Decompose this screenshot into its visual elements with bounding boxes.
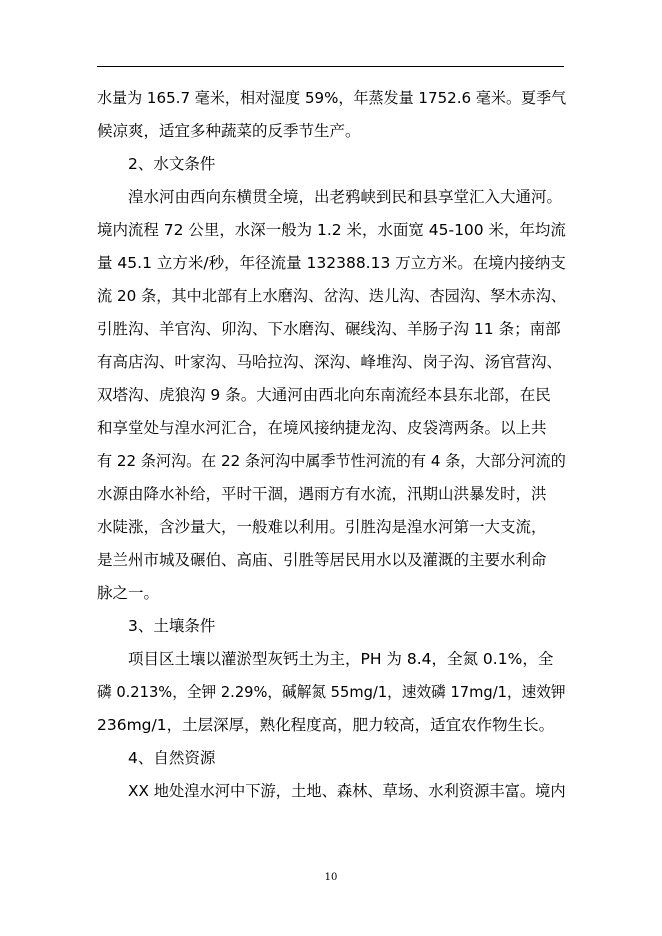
header-rule	[97, 66, 564, 67]
text-line-20: 236mg/1，土层深厚，熟化程度高，肥力较高，适宜农作物生长。	[97, 716, 555, 734]
text-line-6: 量 45.1 立方米/秒，年径流量 132388.13 万立方米。在境内接纳支	[97, 254, 566, 272]
page-number: 10	[324, 872, 338, 883]
text-line-15: 是兰州市城及碾伯、高庙、引胜等居民用水以及灌溉的主要水利命	[97, 551, 547, 569]
text-line-22: XX 地处湟水河中下游，土地、森林、草场、水利资源丰富。境内	[128, 782, 566, 800]
text-line-5: 境内流程 72 公里，水深一般为 1.2 米，水面宽 45-100 米，年均流	[97, 221, 566, 239]
text-line-19: 磷 0.213%，全钾 2.29%，碱解氮 55mg/1，速效磷 17mg/1，速效钾	[97, 683, 566, 701]
text-line-13: 水源由降水补给，平时干涸，遇雨方有水流，汛期山洪暴发时，洪	[97, 485, 547, 503]
text-line-7: 流 20 条，其中北部有上水磨沟、岔沟、迭儿沟、杏园沟、孥木赤沟、	[97, 287, 567, 305]
text-line-2: 候凉爽，适宜多种蔬菜的反季节生产。	[97, 122, 361, 140]
section-heading-hydrology: 2、水文条件	[128, 155, 216, 173]
text-line-11: 和享堂处与湟水河汇合，在境风接纳捷龙沟、皮袋湾两条。以上共	[97, 419, 547, 437]
text-line-9: 有高店沟、叶家沟、马哈拉沟、深沟、峰堆沟、岗子沟、汤官营沟、	[97, 353, 563, 371]
text-line-14: 水陡涨，含沙量大，一般难以利用。引胜沟是湟水河第一大支流，	[97, 518, 547, 536]
section-heading-soil: 3、土壤条件	[128, 617, 216, 635]
section-heading-natural-resources: 4、自然资源	[128, 749, 216, 767]
text-line-4: 湟水河由西向东横贯全境，出老鸦峡到民和县享堂汇入大通河。	[128, 188, 563, 206]
text-line-1: 水量为 165.7 毫米，相对湿度 59%，年蒸发量 1752.6 毫米。夏季气	[97, 89, 567, 107]
text-line-10: 双塔沟、虎狼沟 9 条。大通河由西北向东南流经本县东北部，在民	[97, 386, 551, 404]
text-line-12: 有 22 条河沟。在 22 条河沟中属季节性河流的有 4 条，大部分河流的	[97, 452, 566, 470]
text-line-18: 项目区土壤以灌淤型灰钙土为主，PH 为 8.4，全氮 0.1%，全	[128, 650, 554, 668]
text-line-8: 引胜沟、羊官沟、卯沟、下水磨沟、碾线沟、羊肠子沟 11 条；南部	[97, 320, 561, 338]
text-line-16: 脉之一。	[97, 584, 160, 602]
